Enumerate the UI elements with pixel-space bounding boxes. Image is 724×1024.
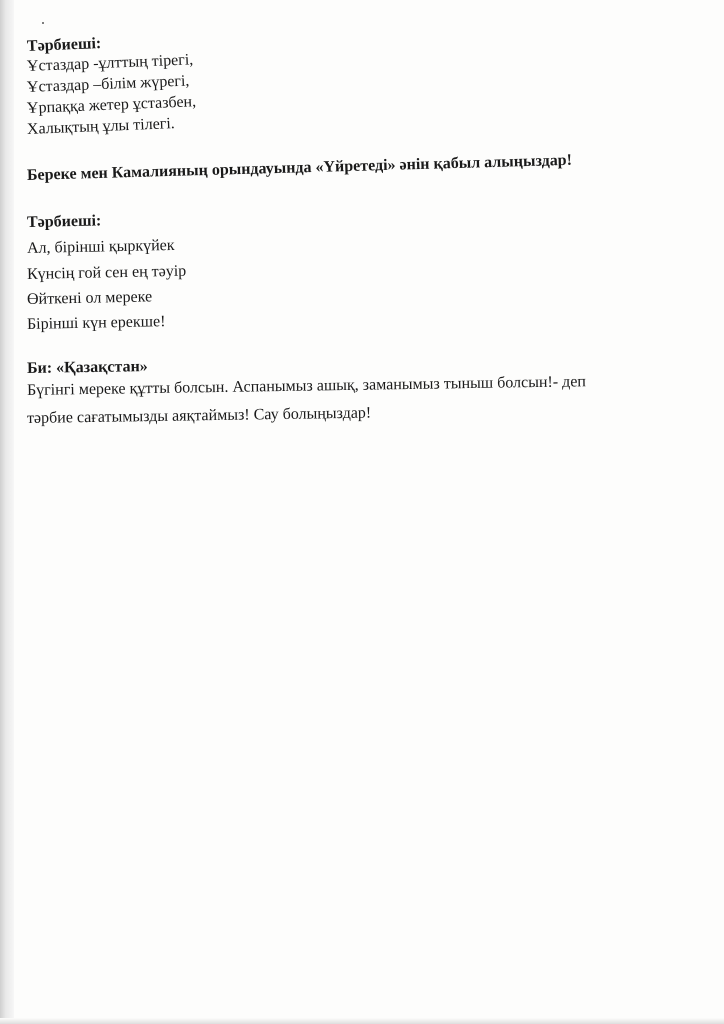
closing-line-1: Бүгінгі мереке құтты болсын. Аспанымыз ашық, заманымыз тыныш болсын!- деп: [26, 373, 587, 399]
poem2-line-4: Бірінші күн ерекше!: [26, 313, 166, 333]
closing-line-2: тәрбие сағатымызды аяқтаймыз! Сау болыңыздар!: [26, 404, 372, 427]
poem1-line-1: Ұстаздар -ұлттың тірегі,: [26, 51, 194, 75]
scan-speck: [42, 22, 44, 24]
poem1-line-4: Халықтың ұлы тілегі.: [26, 115, 176, 138]
poem2-line-3: Өйткені ол мереке: [26, 288, 153, 308]
section3-dance-title: Би: «Қазақстан»: [26, 358, 148, 377]
poem2-line-1: Ал, бірінші қыркүйек: [26, 236, 175, 257]
poem1-line-3: Ұрпаққа жетер ұстазбен,: [26, 93, 197, 117]
song-announcement: Береке мен Камалияның орындауында «Үйретеді» әнін қабыл алыңыздар!: [26, 151, 573, 184]
section2-speaker: Тәрбиеші:: [26, 212, 102, 231]
poem2-line-2: Күнсің гой сен ең тәуір: [26, 262, 187, 283]
poem1-line-2: Ұстаздар –білім жүрегі,: [26, 72, 190, 96]
section1-speaker: Тәрбиеші:: [26, 35, 102, 55]
scan-edge-shadow: [0, 0, 14, 1024]
scan-bottom-shadow: [0, 1018, 724, 1024]
